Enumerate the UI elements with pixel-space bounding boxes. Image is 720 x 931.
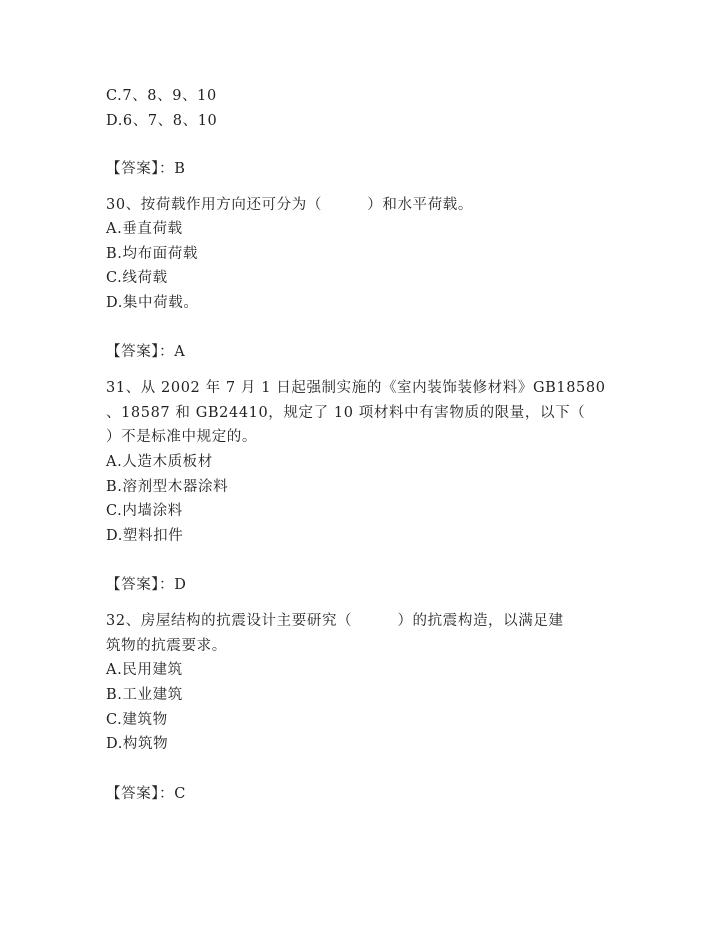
option-a: A.民用建筑 bbox=[106, 662, 183, 678]
option-d: D.塑料扣件 bbox=[106, 528, 184, 544]
option-d: D.集中荷载。 bbox=[106, 295, 199, 311]
option-b: B.工业建筑 bbox=[106, 687, 183, 703]
option-a: A.人造木质板材 bbox=[106, 454, 213, 470]
option-c: C.7、8、9、10 bbox=[106, 88, 217, 104]
question-stem: 31、从 2002 年 7 月 1 日起强制实施的《室内装饰装修材料》GB18580 bbox=[106, 380, 606, 396]
question-stem: 筑物的抗震要求。 bbox=[106, 638, 227, 654]
option-c: C.内墙涂料 bbox=[106, 503, 183, 519]
question-stem: 30、按荷载作用方向还可分为（ ）和水平荷载。 bbox=[106, 197, 473, 213]
answer-label: 【答案】：A bbox=[106, 344, 186, 360]
option-d: D.6、7、8、10 bbox=[106, 113, 218, 129]
option-a: A.垂直荷载 bbox=[106, 221, 183, 237]
option-c: C.线荷载 bbox=[106, 270, 168, 286]
option-b: B.均布面荷载 bbox=[106, 246, 198, 262]
answer-label: 【答案】：B bbox=[106, 161, 186, 177]
question-stem: 32、房屋结构的抗震设计主要研究（ ）的抗震构造，以满足建 bbox=[106, 613, 564, 629]
option-c: C.建筑物 bbox=[106, 712, 168, 728]
answer-label: 【答案】：C bbox=[106, 786, 186, 802]
answer-label: 【答案】：D bbox=[106, 577, 187, 593]
question-stem: 、18587 和 GB24410，规定了 10 项材料中有害物质的限量，以下（ bbox=[106, 405, 586, 421]
question-stem: ）不是标准中规定的。 bbox=[106, 429, 257, 445]
option-b: B.溶剂型木器涂料 bbox=[106, 479, 229, 495]
option-d: D.构筑物 bbox=[106, 736, 169, 752]
